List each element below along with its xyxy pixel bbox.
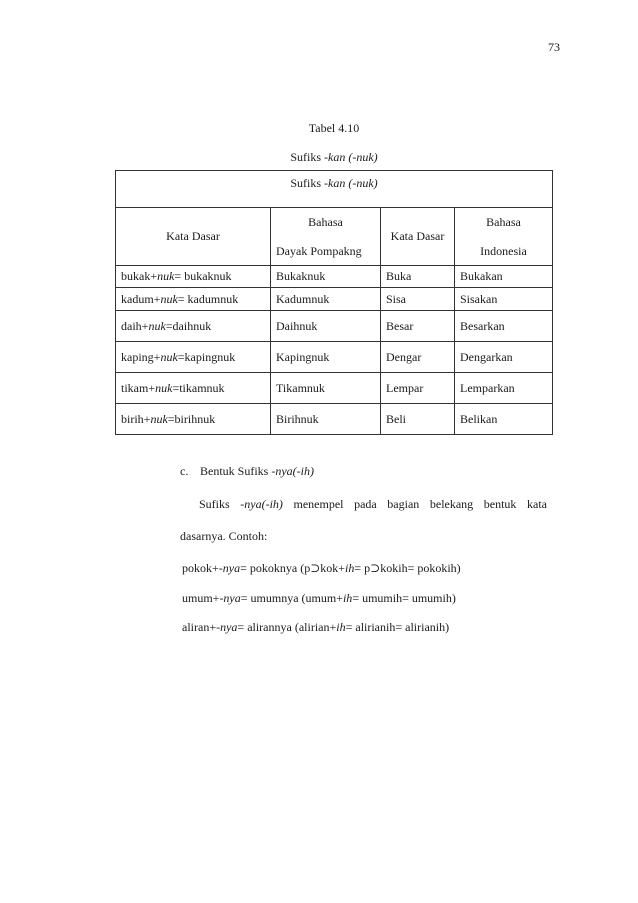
table-span-header-row bbox=[116, 171, 553, 208]
paragraph-line-1: Sufiks -nya(-ih) menempel pada bagian belekang bentuk kata bbox=[199, 497, 547, 511]
cell-proses: bukak+nuk= bukaknuk bbox=[116, 266, 271, 288]
cell-dayak: Birihnuk bbox=[271, 404, 381, 435]
cell-proses: tikam+nuk=tikamnuk bbox=[116, 373, 271, 404]
cell-kata-dasar: Buka bbox=[381, 266, 455, 288]
sufiks-table bbox=[115, 170, 553, 435]
cell-dayak: Kapingnuk bbox=[271, 342, 381, 373]
cell-indonesia: Bukakan bbox=[455, 266, 553, 288]
section-heading: c. Bentuk Sufiks -nya(-ih) bbox=[180, 464, 314, 478]
cell-indonesia: Lemparkan bbox=[455, 373, 553, 404]
cell-dayak: Kadumnuk bbox=[271, 288, 381, 311]
cell-indonesia: Belikan bbox=[455, 404, 553, 435]
table-row bbox=[116, 373, 553, 404]
cell-indonesia: Besarkan bbox=[455, 311, 553, 342]
cell-proses: kaping+nuk=kapingnuk bbox=[116, 342, 271, 373]
cell-kata-dasar: Sisa bbox=[381, 288, 455, 311]
cell-indonesia: Sisakan bbox=[455, 288, 553, 311]
table-row bbox=[116, 311, 553, 342]
table-column-header-row bbox=[116, 208, 553, 266]
paragraph-line-2: dasarnya. Contoh: bbox=[180, 529, 268, 543]
table-row bbox=[116, 266, 553, 288]
table-title: Tabel 4.10 bbox=[308, 121, 360, 135]
cell-dayak: Bukaknuk bbox=[271, 266, 381, 288]
cell-proses: daih+nuk=daihnuk bbox=[116, 311, 271, 342]
table-row bbox=[116, 288, 553, 311]
cell-kata-dasar: Dengar bbox=[381, 342, 455, 373]
example-line: aliran+-nya= alirannya (alirian+ih= alirianih= alirianih) bbox=[182, 620, 450, 634]
example-line: umum+-nya= umumnya (umum+ih= umumih= umumih) bbox=[182, 591, 456, 605]
cell-kata-dasar: Besar bbox=[381, 311, 455, 342]
cell-proses: birih+nuk=birihnuk bbox=[116, 404, 271, 435]
cell-dayak: Tikamnuk bbox=[271, 373, 381, 404]
header-kata-dasar-2: Kata Dasar bbox=[381, 208, 455, 266]
cell-proses: kadum+nuk= kadumnuk bbox=[116, 288, 271, 311]
table-subtitle: Sufiks -kan (-nuk) bbox=[290, 150, 378, 164]
cell-dayak: Daihnuk bbox=[271, 311, 381, 342]
page-number: 73 bbox=[548, 40, 560, 54]
cell-kata-dasar: Lempar bbox=[381, 373, 455, 404]
table-span-header: Sufiks -kan (-nuk) bbox=[116, 171, 553, 208]
header-kata-dasar-1: Kata Dasar bbox=[116, 208, 271, 266]
cell-indonesia: Dengarkan bbox=[455, 342, 553, 373]
header-bahasa-dayak: Bahasa Dayak Pompakng bbox=[271, 208, 381, 266]
table-row bbox=[116, 404, 553, 435]
table-row bbox=[116, 342, 553, 373]
header-bahasa-indonesia: Bahasa Indonesia bbox=[455, 208, 553, 266]
list-marker: c. bbox=[180, 464, 189, 478]
example-line: pokok+-nya= pokoknya (p⊃kok+ih= p⊃kokih= pokokih) bbox=[182, 561, 461, 575]
cell-kata-dasar: Beli bbox=[381, 404, 455, 435]
